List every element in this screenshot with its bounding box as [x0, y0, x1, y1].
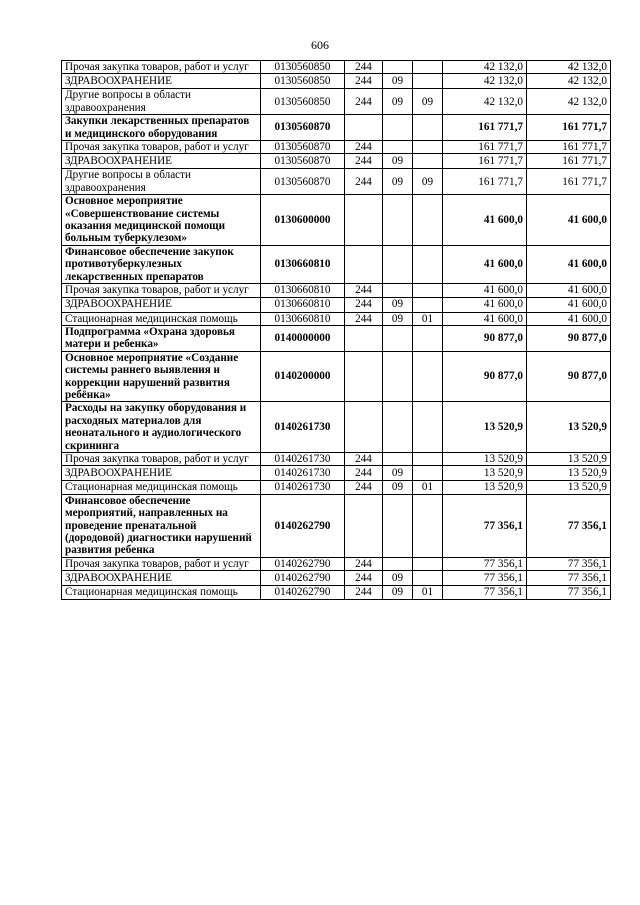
amount-year2-cell: 42 132,0 — [527, 74, 611, 89]
row-name-cell: Стационарная медицинская помощь — [62, 312, 261, 325]
subsection-cell: 01 — [413, 312, 443, 325]
target-code-cell: 0130660810 — [261, 284, 345, 297]
table-row — [62, 481, 611, 494]
subsection-cell: 01 — [413, 586, 443, 599]
expense-type-cell — [345, 195, 383, 246]
row-name-cell: Прочая закупка товаров, работ и услуг — [62, 284, 261, 297]
target-code-cell: 0140200000 — [261, 351, 345, 402]
amount-year2-cell: 77 356,1 — [527, 571, 611, 586]
subsection-cell: 01 — [413, 481, 443, 494]
target-code-cell: 0130560850 — [261, 74, 345, 89]
amount-year1-cell: 161 771,7 — [443, 115, 527, 141]
row-name-cell: Стационарная медицинская помощь — [62, 481, 261, 494]
expense-type-cell: 244 — [345, 141, 383, 154]
row-name-cell: Прочая закупка товаров, работ и услуг — [62, 141, 261, 154]
target-code-cell: 0130560870 — [261, 141, 345, 154]
section-cell — [383, 494, 413, 557]
section-cell — [383, 402, 413, 453]
amount-year1-cell: 13 520,9 — [443, 452, 527, 465]
budget-table — [61, 60, 611, 600]
subsection-cell — [413, 402, 443, 453]
amount-year1-cell: 161 771,7 — [443, 169, 527, 195]
subsection-cell — [413, 115, 443, 141]
target-code-cell: 0140261730 — [261, 466, 345, 481]
row-name-cell: Прочая закупка товаров, работ и услуг — [62, 557, 261, 570]
expense-type-cell: 244 — [345, 571, 383, 586]
amount-year2-cell: 161 771,7 — [527, 169, 611, 195]
target-code-cell: 0140262790 — [261, 494, 345, 557]
row-name-cell: Закупки лекарственных препаратов и медицинского оборудования — [62, 115, 261, 141]
amount-year1-cell: 42 132,0 — [443, 61, 527, 74]
table-row — [62, 466, 611, 481]
amount-year1-cell: 41 600,0 — [443, 245, 527, 283]
row-name-cell: Другие вопросы в области здравоохранения — [62, 169, 261, 195]
row-name-cell: Прочая закупка товаров, работ и услуг — [62, 452, 261, 465]
section-cell — [383, 351, 413, 402]
subsection-cell — [413, 154, 443, 169]
amount-year2-cell: 77 356,1 — [527, 494, 611, 557]
amount-year2-cell: 13 520,9 — [527, 466, 611, 481]
subsection-cell — [413, 557, 443, 570]
subsection-cell — [413, 351, 443, 402]
table-row — [62, 571, 611, 586]
expense-type-cell: 244 — [345, 466, 383, 481]
target-code-cell: 0140262790 — [261, 571, 345, 586]
row-name-cell: Основное мероприятие «Создание системы раннего выявления и коррекции нарушений развития ребёнка» — [62, 351, 261, 402]
subsection-cell — [413, 452, 443, 465]
amount-year2-cell: 77 356,1 — [527, 557, 611, 570]
row-name-cell: ЗДРАВООХРАНЕНИЕ — [62, 74, 261, 89]
subsection-cell — [413, 74, 443, 89]
amount-year2-cell: 90 877,0 — [527, 325, 611, 351]
amount-year2-cell: 41 600,0 — [527, 284, 611, 297]
table-row — [62, 586, 611, 599]
amount-year1-cell: 13 520,9 — [443, 402, 527, 453]
section-cell — [383, 115, 413, 141]
table-row — [62, 89, 611, 115]
table-row — [62, 284, 611, 297]
table-row — [62, 557, 611, 570]
section-cell — [383, 61, 413, 74]
table-row — [62, 74, 611, 89]
section-cell: 09 — [383, 571, 413, 586]
amount-year1-cell: 13 520,9 — [443, 481, 527, 494]
target-code-cell: 0140261730 — [261, 452, 345, 465]
expense-type-cell — [345, 115, 383, 141]
section-cell: 09 — [383, 74, 413, 89]
section-cell: 09 — [383, 481, 413, 494]
subsection-cell — [413, 325, 443, 351]
section-cell — [383, 284, 413, 297]
subsection-cell — [413, 195, 443, 246]
target-code-cell: 0140261730 — [261, 481, 345, 494]
target-code-cell: 0130560870 — [261, 115, 345, 141]
target-code-cell: 0140262790 — [261, 557, 345, 570]
target-code-cell: 0130600000 — [261, 195, 345, 246]
amount-year1-cell: 77 356,1 — [443, 586, 527, 599]
amount-year1-cell: 77 356,1 — [443, 571, 527, 586]
target-code-cell: 0130560870 — [261, 169, 345, 195]
expense-type-cell: 244 — [345, 297, 383, 312]
expense-type-cell: 244 — [345, 312, 383, 325]
row-name-cell: Другие вопросы в области здравоохранения — [62, 89, 261, 115]
amount-year1-cell: 161 771,7 — [443, 154, 527, 169]
row-name-cell: Подпрограмма «Охрана здоровья матери и ребенка» — [62, 325, 261, 351]
amount-year1-cell: 41 600,0 — [443, 195, 527, 246]
amount-year2-cell: 13 520,9 — [527, 402, 611, 453]
table-row — [62, 452, 611, 465]
table-row — [62, 325, 611, 351]
amount-year2-cell: 42 132,0 — [527, 61, 611, 74]
target-code-cell: 0140261730 — [261, 402, 345, 453]
amount-year2-cell: 90 877,0 — [527, 351, 611, 402]
target-code-cell: 0130560850 — [261, 61, 345, 74]
section-cell: 09 — [383, 466, 413, 481]
table-row — [62, 297, 611, 312]
subsection-cell — [413, 141, 443, 154]
expense-type-cell: 244 — [345, 89, 383, 115]
table-row — [62, 351, 611, 402]
expense-type-cell: 244 — [345, 154, 383, 169]
table-row — [62, 115, 611, 141]
amount-year2-cell: 161 771,7 — [527, 154, 611, 169]
amount-year1-cell: 161 771,7 — [443, 141, 527, 154]
section-cell — [383, 325, 413, 351]
subsection-cell — [413, 466, 443, 481]
section-cell — [383, 452, 413, 465]
table-row — [62, 141, 611, 154]
expense-type-cell — [345, 402, 383, 453]
target-code-cell: 0130660810 — [261, 297, 345, 312]
expense-type-cell: 244 — [345, 481, 383, 494]
amount-year2-cell: 41 600,0 — [527, 312, 611, 325]
row-name-cell: ЗДРАВООХРАНЕНИЕ — [62, 571, 261, 586]
section-cell: 09 — [383, 89, 413, 115]
amount-year1-cell: 77 356,1 — [443, 494, 527, 557]
expense-type-cell — [345, 494, 383, 557]
page-number: 606 — [311, 38, 329, 52]
expense-type-cell: 244 — [345, 284, 383, 297]
table-row — [62, 312, 611, 325]
row-name-cell: Финансовое обеспечение закупок противотуберкулезных лекарственных препаратов — [62, 245, 261, 283]
amount-year2-cell: 161 771,7 — [527, 141, 611, 154]
row-name-cell: Расходы на закупку оборудования и расходных материалов для неонатального и аудиологического скрининга — [62, 402, 261, 453]
table-row — [62, 169, 611, 195]
amount-year2-cell: 161 771,7 — [527, 115, 611, 141]
row-name-cell: Основное мероприятие «Совершенствование системы оказания медицинской помощи больным туберкулезом» — [62, 195, 261, 246]
table-row — [62, 195, 611, 246]
expense-type-cell: 244 — [345, 452, 383, 465]
expense-type-cell: 244 — [345, 74, 383, 89]
section-cell: 09 — [383, 312, 413, 325]
expense-type-cell — [345, 245, 383, 283]
amount-year1-cell: 41 600,0 — [443, 284, 527, 297]
row-name-cell: ЗДРАВООХРАНЕНИЕ — [62, 297, 261, 312]
subsection-cell: 09 — [413, 169, 443, 195]
amount-year2-cell: 41 600,0 — [527, 297, 611, 312]
amount-year2-cell: 41 600,0 — [527, 195, 611, 246]
section-cell — [383, 195, 413, 246]
target-code-cell: 0140262790 — [261, 586, 345, 599]
subsection-cell — [413, 494, 443, 557]
section-cell — [383, 141, 413, 154]
subsection-cell: 09 — [413, 89, 443, 115]
amount-year1-cell: 41 600,0 — [443, 297, 527, 312]
expense-type-cell: 244 — [345, 586, 383, 599]
amount-year2-cell: 13 520,9 — [527, 481, 611, 494]
section-cell — [383, 557, 413, 570]
target-code-cell: 0130660810 — [261, 245, 345, 283]
amount-year1-cell: 13 520,9 — [443, 466, 527, 481]
subsection-cell — [413, 245, 443, 283]
table-row — [62, 402, 611, 453]
table-row — [62, 494, 611, 557]
target-code-cell: 0130660810 — [261, 312, 345, 325]
row-name-cell: ЗДРАВООХРАНЕНИЕ — [62, 466, 261, 481]
row-name-cell: Финансовое обеспечение мероприятий, направленных на проведение пренатальной (дородовой) диагностики нарушений развития ребенка — [62, 494, 261, 557]
table-row — [62, 154, 611, 169]
subsection-cell — [413, 571, 443, 586]
expense-type-cell — [345, 351, 383, 402]
amount-year1-cell: 77 356,1 — [443, 557, 527, 570]
amount-year1-cell: 42 132,0 — [443, 74, 527, 89]
amount-year2-cell: 13 520,9 — [527, 452, 611, 465]
row-name-cell: Прочая закупка товаров, работ и услуг — [62, 61, 261, 74]
section-cell: 09 — [383, 154, 413, 169]
subsection-cell — [413, 297, 443, 312]
amount-year1-cell: 42 132,0 — [443, 89, 527, 115]
target-code-cell: 0140000000 — [261, 325, 345, 351]
section-cell: 09 — [383, 586, 413, 599]
table-row — [62, 61, 611, 74]
expense-type-cell: 244 — [345, 557, 383, 570]
section-cell: 09 — [383, 297, 413, 312]
amount-year1-cell: 41 600,0 — [443, 312, 527, 325]
target-code-cell: 0130560870 — [261, 154, 345, 169]
amount-year1-cell: 90 877,0 — [443, 351, 527, 402]
amount-year2-cell: 42 132,0 — [527, 89, 611, 115]
table-row — [62, 245, 611, 283]
subsection-cell — [413, 284, 443, 297]
expense-type-cell: 244 — [345, 61, 383, 74]
section-cell — [383, 245, 413, 283]
amount-year1-cell: 90 877,0 — [443, 325, 527, 351]
target-code-cell: 0130560850 — [261, 89, 345, 115]
amount-year2-cell: 41 600,0 — [527, 245, 611, 283]
amount-year2-cell: 77 356,1 — [527, 586, 611, 599]
row-name-cell: Стационарная медицинская помощь — [62, 586, 261, 599]
subsection-cell — [413, 61, 443, 74]
expense-type-cell — [345, 325, 383, 351]
expense-type-cell: 244 — [345, 169, 383, 195]
section-cell: 09 — [383, 169, 413, 195]
row-name-cell: ЗДРАВООХРАНЕНИЕ — [62, 154, 261, 169]
